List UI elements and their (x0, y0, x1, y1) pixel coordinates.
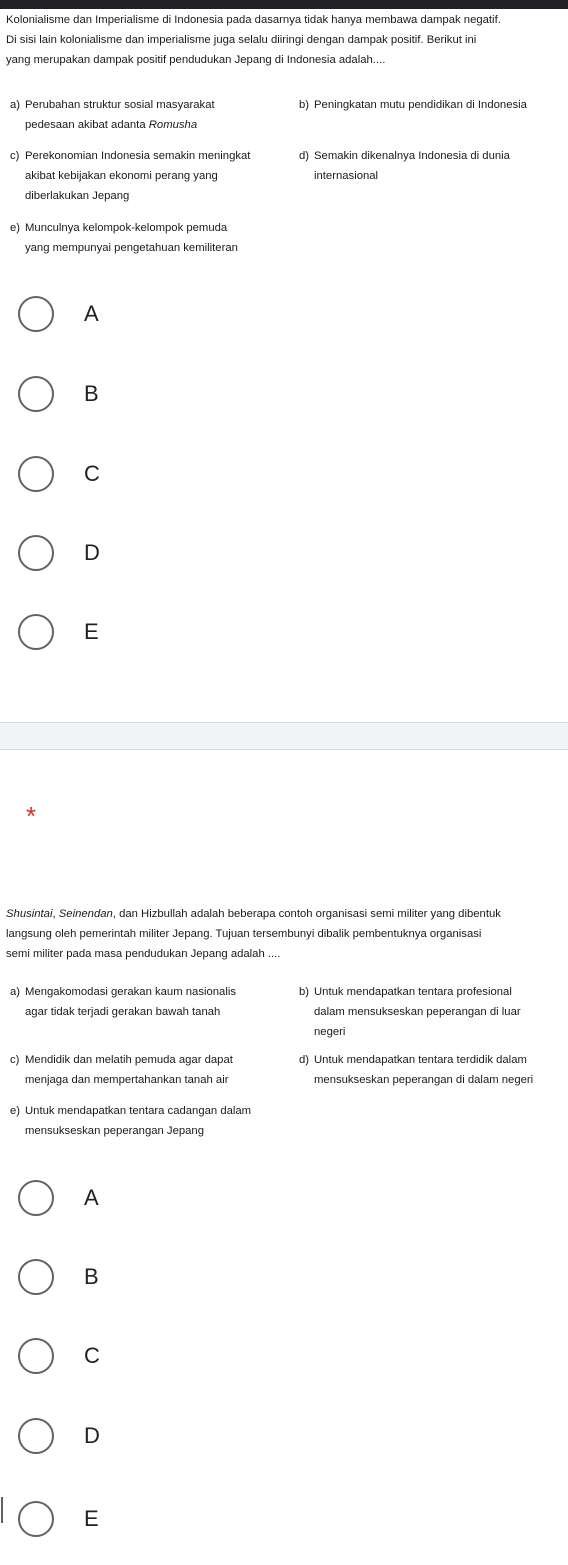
choice-label: B (84, 381, 99, 406)
q1-option-b (299, 95, 527, 115)
q2-intro-text: , (52, 908, 59, 920)
section-divider (0, 722, 568, 750)
q1-choice-e[interactable] (18, 612, 99, 652)
option-letter: c) (10, 150, 20, 162)
radio-button[interactable] (18, 456, 54, 492)
q2-choice-d[interactable] (18, 1416, 100, 1456)
option-text: internasional (314, 170, 379, 182)
top-bar (0, 0, 568, 9)
option-letter: a) (10, 986, 21, 998)
option-text: diberlakukan Jepang (25, 190, 130, 202)
option-text: Munculnya kelompok-kelompok pemuda (25, 222, 228, 234)
option-text: yang mempunyai pengetahuan kemiliteran (25, 242, 238, 254)
option-text: Mendidik dan melatih pemuda agar dapat (25, 1054, 233, 1066)
radio-button[interactable] (18, 614, 54, 650)
option-letter: b) (299, 986, 310, 998)
option-text: pedesaan akibat adanta (25, 119, 149, 131)
option-letter: e) (10, 1105, 21, 1117)
choice-label: D (84, 540, 100, 565)
option-text-emphasis: Romusha (148, 119, 198, 131)
q2-option-b (299, 982, 521, 1042)
radio-button[interactable] (18, 296, 54, 332)
choice-label: B (84, 1264, 99, 1289)
q2-intro-line: langsung oleh pemerintah militer Jepang. Tujuan tersembunyi dibalik pembentuknya organisasi (6, 928, 482, 940)
option-letter: b) (299, 99, 310, 111)
q1-choice-c[interactable] (18, 454, 100, 494)
choice-label: A (84, 1185, 99, 1210)
option-letter: a) (10, 99, 21, 111)
radio-button[interactable] (18, 1338, 54, 1374)
q1-choice-b[interactable] (18, 374, 99, 414)
q2-option-a (10, 982, 236, 1022)
choice-label: A (84, 301, 99, 326)
option-text: mensukseskan peperangan Jepang (25, 1125, 204, 1137)
q2-option-e (10, 1101, 251, 1141)
radio-button[interactable] (18, 1180, 54, 1216)
choice-label: C (84, 1343, 100, 1368)
required-asterisk: * (26, 801, 37, 831)
option-text: Semakin dikenalnya Indonesia di dunia (314, 150, 510, 162)
q1-intro-line: yang merupakan dampak positif pendudukan Jepang di Indonesia adalah.... (6, 54, 386, 66)
option-text: Peningkatan mutu pendidikan di Indonesia (314, 99, 527, 111)
choice-label: E (84, 619, 99, 644)
option-text: mensukseskan peperangan di dalam negeri (314, 1074, 534, 1086)
option-text: akibat kebijakan ekonomi perang yang (25, 170, 218, 182)
q1-option-e (10, 218, 238, 258)
q1-option-a (10, 95, 215, 135)
q2-choice-e[interactable] (18, 1499, 99, 1539)
option-text: Perekonomian Indonesia semakin meningkat (25, 150, 251, 162)
radio-button[interactable] (18, 1418, 54, 1454)
q1-choice-d[interactable] (18, 533, 100, 573)
q2-choice-c[interactable] (18, 1336, 100, 1376)
q1-intro-line: Di sisi lain kolonialisme dan imperialisme juga selalu diiringi dengan dampak positif. Berikut ini (6, 34, 477, 46)
option-letter: d) (299, 150, 310, 162)
q2-choice-a[interactable] (18, 1178, 99, 1218)
option-text: menjaga dan mempertahankan tanah air (25, 1074, 229, 1086)
q2-option-d (299, 1050, 533, 1090)
q1-question-text (6, 10, 566, 70)
radio-button[interactable] (18, 376, 54, 412)
q1-option-c (10, 146, 250, 206)
option-letter: d) (299, 1054, 310, 1066)
q1-intro-line: Kolonialisme dan Imperialisme di Indonesia pada dasarnya tidak hanya membawa dampak negatif. (6, 14, 501, 26)
option-letter: c) (10, 1054, 20, 1066)
option-text: Perubahan struktur sosial masyarakat (25, 99, 215, 111)
option-text: Untuk mendapatkan tentara terdidik dalam (314, 1054, 527, 1066)
option-text: Untuk mendapatkan tentara profesional (314, 986, 512, 998)
q1-option-d (299, 146, 510, 186)
option-text: agar tidak terjadi gerakan bawah tanah (25, 1006, 221, 1018)
option-text: dalam mensukseskan peperangan di luar (314, 1006, 521, 1018)
q1-choice-a[interactable] (18, 294, 99, 334)
radio-button[interactable] (18, 1501, 54, 1537)
q2-intro-text: , dan Hizbullah adalah beberapa contoh organisasi semi militer yang dibentuk (112, 908, 501, 920)
q2-intro-emphasis: Seinendan (58, 908, 113, 920)
option-text: Untuk mendapatkan tentara cadangan dalam (25, 1105, 252, 1117)
q2-intro-emphasis: Shusintai (6, 908, 53, 920)
q2-question-text (6, 904, 566, 964)
q2-option-c (10, 1050, 233, 1090)
choice-label: D (84, 1423, 100, 1448)
radio-button[interactable] (18, 1259, 54, 1295)
choice-label: E (84, 1506, 99, 1531)
option-text: Mengakomodasi gerakan kaum nasionalis (25, 986, 236, 998)
option-text: negeri (314, 1026, 346, 1038)
radio-button[interactable] (18, 535, 54, 571)
q2-intro-line: semi militer pada masa pendudukan Jepang adalah .... (6, 948, 281, 960)
q2-choice-b[interactable] (18, 1257, 99, 1297)
focus-indicator (1, 1497, 3, 1523)
choice-label: C (84, 461, 100, 486)
option-letter: e) (10, 222, 21, 234)
